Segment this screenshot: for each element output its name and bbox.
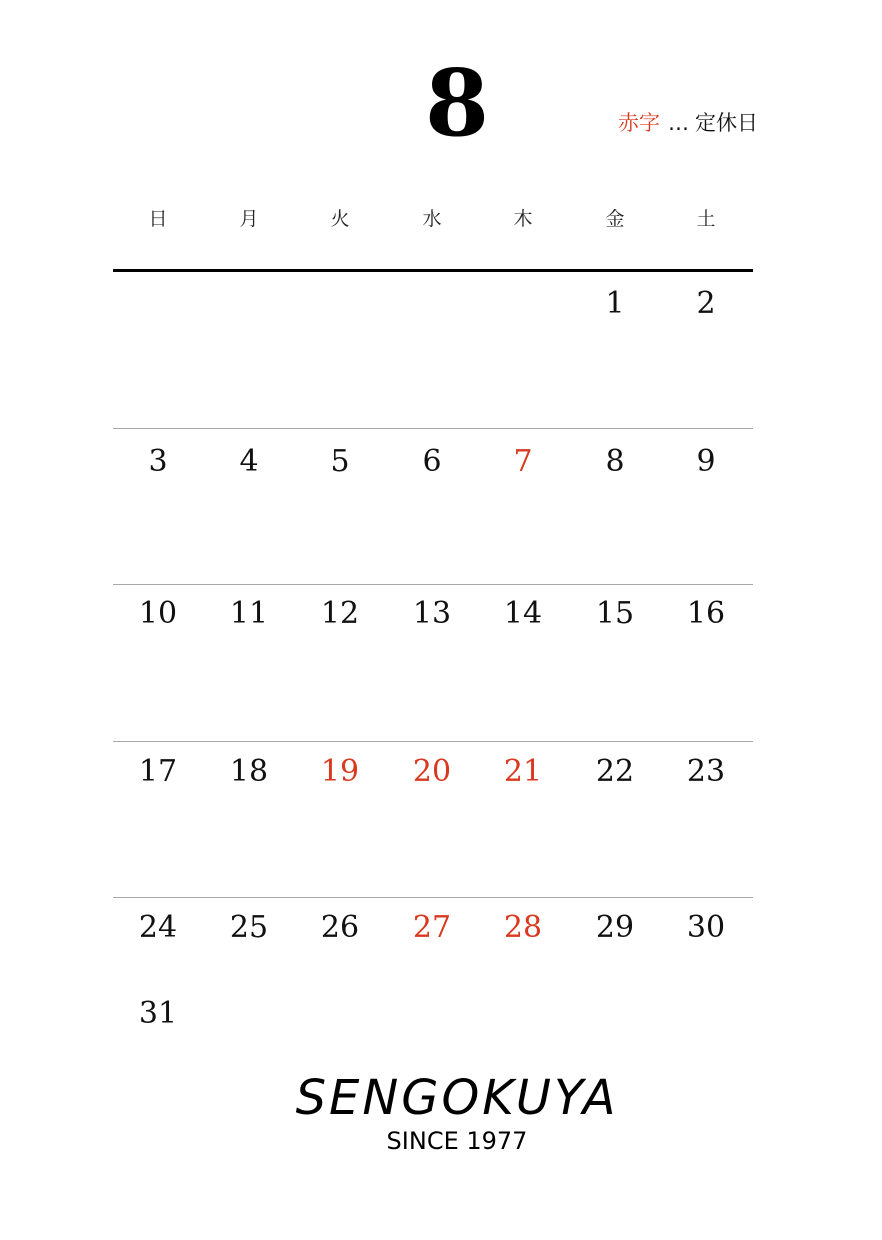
closed-day-number: 21 [503,754,543,789]
day-number: 13 [412,596,452,631]
day-number: 11 [229,596,269,631]
day-number: 29 [595,910,635,945]
day-number: 14 [503,596,543,631]
day-number: 17 [138,754,178,789]
weekday-label: 木 [513,208,533,230]
legend-meaning: 定休日 [695,111,758,135]
week-divider [113,741,753,742]
day-number: 5 [330,444,350,479]
week-divider [113,897,753,898]
day-number: 1 [605,286,625,321]
day-number: 8 [605,444,625,479]
day-number: 12 [320,596,360,631]
weekday-header [113,204,753,234]
day-number: 26 [320,910,360,945]
header-divider [113,269,753,272]
legend-separator: … [668,111,689,135]
brand-logo: SENGOKUYA [295,1070,619,1126]
closed-day-number: 7 [513,444,533,479]
day-number: 10 [138,596,178,631]
day-number: 9 [696,444,716,479]
closed-day-number: 20 [412,754,452,789]
day-number: 30 [686,910,726,945]
month-number: 8 [424,49,489,157]
day-number: 31 [138,996,178,1031]
weekday-label: 日 [148,208,168,230]
closed-day-number: 27 [412,910,452,945]
day-number: 22 [595,754,635,789]
day-number: 4 [239,444,259,479]
weekday-label: 月 [239,208,259,230]
day-number: 6 [422,444,442,479]
weekday-label: 金 [605,208,625,230]
day-number: 23 [686,754,726,789]
day-number: 16 [686,596,726,631]
legend-marker-label: 赤字 [618,111,660,135]
day-number: 2 [696,286,716,321]
week-divider [113,584,753,585]
brand-since: SINCE 1977 [386,1127,528,1155]
weekday-label: 水 [422,208,442,230]
day-number: 3 [148,444,168,479]
day-number: 24 [138,910,178,945]
day-number: 18 [229,754,269,789]
closed-day-number: 28 [503,910,543,945]
weekday-label: 土 [696,208,716,230]
week-divider [113,428,753,429]
closed-day-number: 19 [320,754,360,789]
legend [618,108,758,138]
day-number: 15 [595,596,635,631]
day-number: 25 [229,910,269,945]
weekday-label: 火 [330,208,350,230]
